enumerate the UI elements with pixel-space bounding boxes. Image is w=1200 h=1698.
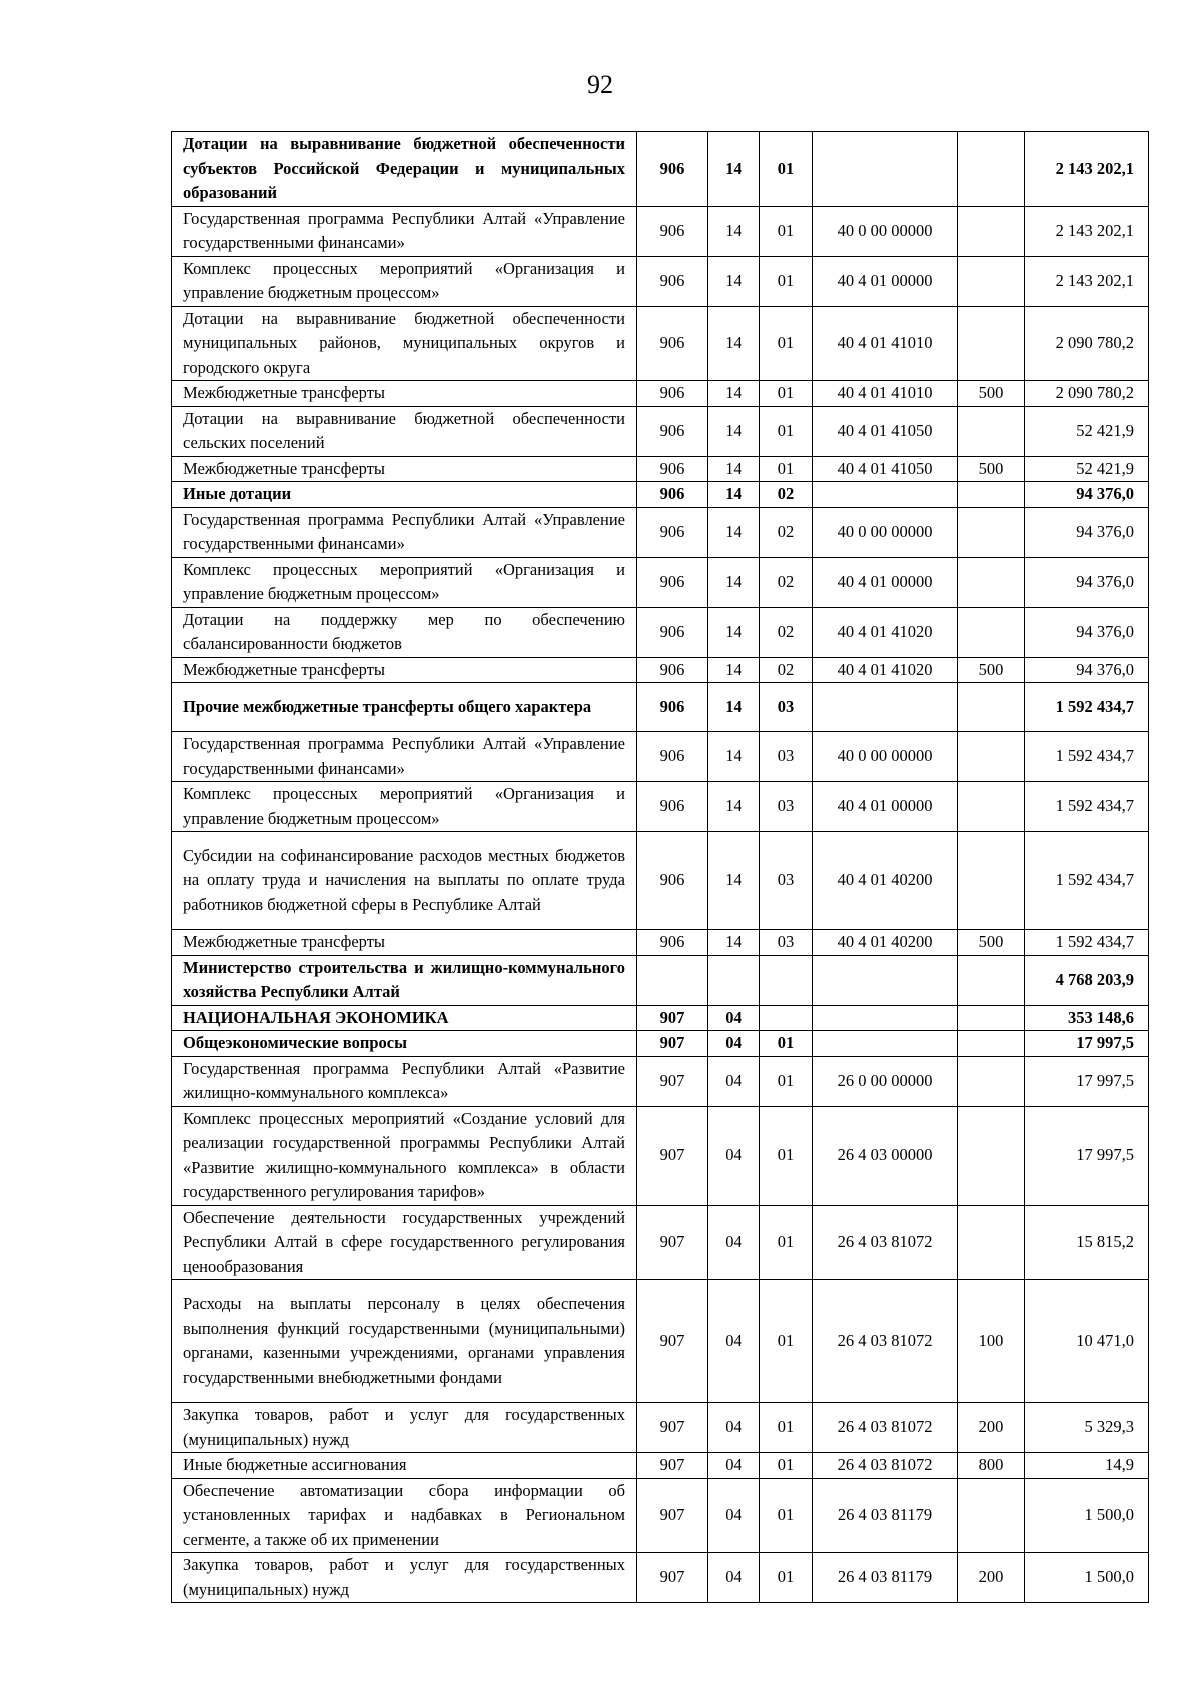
row-csr-code: 26 4 03 81179: [813, 1553, 958, 1603]
row-amount: 17 997,5: [1025, 1056, 1149, 1106]
row-csr-code: 40 4 01 40200: [813, 930, 958, 956]
row-vr-code: [958, 1478, 1025, 1553]
table-row: [172, 1553, 1149, 1603]
row-vr-code: 500: [958, 456, 1025, 482]
row-amount: 94 376,0: [1025, 482, 1149, 508]
row-gr-code: 907: [637, 1005, 708, 1031]
row-name: Межбюджетные трансферты: [172, 657, 637, 683]
row-rz-code: 04: [708, 1056, 760, 1106]
row-csr-code: 26 4 03 81072: [813, 1403, 958, 1453]
table-row: [172, 782, 1149, 832]
row-vr-code: 200: [958, 1403, 1025, 1453]
row-pr-code: 03: [760, 683, 813, 732]
row-rz-code: 04: [708, 1106, 760, 1205]
row-pr-code: 02: [760, 507, 813, 557]
row-gr-code: 906: [637, 657, 708, 683]
row-pr-code: 01: [760, 456, 813, 482]
row-vr-code: [958, 607, 1025, 657]
row-vr-code: 500: [958, 930, 1025, 956]
row-csr-code: 26 0 00 00000: [813, 1056, 958, 1106]
row-amount: 10 471,0: [1025, 1280, 1149, 1403]
row-name: Иные бюджетные ассигнования: [172, 1453, 637, 1479]
row-csr-code: [813, 955, 958, 1005]
row-vr-code: 200: [958, 1553, 1025, 1603]
row-amount: 1 592 434,7: [1025, 683, 1149, 732]
row-rz-code: 04: [708, 1403, 760, 1453]
row-vr-code: 500: [958, 657, 1025, 683]
table-row: [172, 732, 1149, 782]
table-row: [172, 1031, 1149, 1057]
row-gr-code: 907: [637, 1403, 708, 1453]
row-rz-code: 04: [708, 1453, 760, 1479]
row-csr-code: 40 4 01 41020: [813, 657, 958, 683]
table-row: [172, 1280, 1149, 1403]
row-rz-code: 04: [708, 1478, 760, 1553]
row-csr-code: 40 4 01 41010: [813, 381, 958, 407]
row-gr-code: 906: [637, 782, 708, 832]
row-pr-code: 01: [760, 1280, 813, 1403]
row-rz-code: 14: [708, 832, 760, 930]
row-gr-code: 906: [637, 132, 708, 207]
row-csr-code: 40 4 01 41010: [813, 306, 958, 381]
table-row: [172, 406, 1149, 456]
row-rz-code: 04: [708, 1031, 760, 1057]
row-rz-code: 04: [708, 1005, 760, 1031]
table-row: [172, 607, 1149, 657]
row-pr-code: 02: [760, 657, 813, 683]
row-rz-code: 14: [708, 732, 760, 782]
row-amount: 353 148,6: [1025, 1005, 1149, 1031]
row-rz-code: [708, 955, 760, 1005]
row-pr-code: 02: [760, 482, 813, 508]
row-pr-code: 01: [760, 1478, 813, 1553]
row-pr-code: 01: [760, 381, 813, 407]
row-rz-code: 14: [708, 306, 760, 381]
row-csr-code: 26 4 03 81179: [813, 1478, 958, 1553]
row-gr-code: 907: [637, 1056, 708, 1106]
row-name: Закупка товаров, работ и услуг для государственных (муниципальных) нужд: [172, 1553, 637, 1603]
row-pr-code: 03: [760, 930, 813, 956]
row-vr-code: 800: [958, 1453, 1025, 1479]
row-name: Дотации на поддержку мер по обеспечению сбалансированности бюджетов: [172, 607, 637, 657]
row-vr-code: [958, 557, 1025, 607]
table-row: [172, 381, 1149, 407]
row-amount: 1 592 434,7: [1025, 832, 1149, 930]
row-name: Государственная программа Республики Алтай «Развитие жилищно-коммунального комплекса»: [172, 1056, 637, 1106]
table-row: [172, 206, 1149, 256]
row-gr-code: 907: [637, 1553, 708, 1603]
row-pr-code: [760, 1005, 813, 1031]
row-name: Обеспечение деятельности государственных учреждений Республики Алтай в сфере государственного регулирования ценообразования: [172, 1205, 637, 1280]
budget-table: [171, 131, 1149, 1603]
table-row: [172, 557, 1149, 607]
table-row: [172, 482, 1149, 508]
row-name: Государственная программа Республики Алтай «Управление государственными финансами»: [172, 206, 637, 256]
row-amount: 14,9: [1025, 1453, 1149, 1479]
table-row: [172, 1403, 1149, 1453]
row-name: Расходы на выплаты персоналу в целях обеспечения выполнения функций государственными (муниципальными) органами, казенными учреждениями, органами управления государственными внебюджетными фондами: [172, 1280, 637, 1403]
row-gr-code: 906: [637, 683, 708, 732]
table-row: [172, 1205, 1149, 1280]
row-rz-code: 14: [708, 782, 760, 832]
row-csr-code: 40 4 01 40200: [813, 832, 958, 930]
row-gr-code: 906: [637, 482, 708, 508]
row-name: Иные дотации: [172, 482, 637, 508]
row-name: Прочие межбюджетные трансферты общего характера: [172, 683, 637, 732]
row-amount: 94 376,0: [1025, 607, 1149, 657]
row-csr-code: 40 4 01 00000: [813, 256, 958, 306]
row-amount: 52 421,9: [1025, 406, 1149, 456]
row-gr-code: 906: [637, 206, 708, 256]
table-row: [172, 456, 1149, 482]
row-csr-code: 40 4 01 00000: [813, 557, 958, 607]
row-vr-code: [958, 1031, 1025, 1057]
table-row: [172, 306, 1149, 381]
table-row: [172, 1056, 1149, 1106]
row-pr-code: 01: [760, 1106, 813, 1205]
row-pr-code: 01: [760, 1453, 813, 1479]
row-rz-code: 04: [708, 1553, 760, 1603]
table-row: [172, 683, 1149, 732]
row-csr-code: 26 4 03 81072: [813, 1453, 958, 1479]
row-csr-code: 40 0 00 00000: [813, 507, 958, 557]
row-gr-code: 907: [637, 1453, 708, 1479]
row-amount: 94 376,0: [1025, 557, 1149, 607]
row-gr-code: 906: [637, 507, 708, 557]
table-row: [172, 1453, 1149, 1479]
row-gr-code: 906: [637, 557, 708, 607]
row-name: Министерство строительства и жилищно-коммунального хозяйства Республики Алтай: [172, 955, 637, 1005]
row-gr-code: 907: [637, 1280, 708, 1403]
row-amount: 2 090 780,2: [1025, 381, 1149, 407]
row-pr-code: 01: [760, 1031, 813, 1057]
row-gr-code: 906: [637, 406, 708, 456]
row-rz-code: 14: [708, 206, 760, 256]
row-amount: 17 997,5: [1025, 1031, 1149, 1057]
row-amount: 17 997,5: [1025, 1106, 1149, 1205]
row-amount: 15 815,2: [1025, 1205, 1149, 1280]
row-csr-code: [813, 1005, 958, 1031]
row-rz-code: 14: [708, 456, 760, 482]
row-vr-code: [958, 1106, 1025, 1205]
row-gr-code: 906: [637, 930, 708, 956]
row-name: Дотации на выравнивание бюджетной обеспеченности сельских поселений: [172, 406, 637, 456]
row-gr-code: 906: [637, 306, 708, 381]
row-amount: 5 329,3: [1025, 1403, 1149, 1453]
row-vr-code: [958, 782, 1025, 832]
row-rz-code: 14: [708, 256, 760, 306]
row-csr-code: [813, 482, 958, 508]
row-gr-code: 907: [637, 1031, 708, 1057]
row-pr-code: 01: [760, 1403, 813, 1453]
row-csr-code: [813, 683, 958, 732]
row-name: Субсидии на софинансирование расходов местных бюджетов на оплату труда и начисления на выплаты по оплате труда работников бюджетной сферы в Республике Алтай: [172, 832, 637, 930]
row-name: Комплекс процессных мероприятий «Организация и управление бюджетным процессом»: [172, 557, 637, 607]
row-pr-code: [760, 955, 813, 1005]
row-name: Межбюджетные трансферты: [172, 930, 637, 956]
row-vr-code: [958, 482, 1025, 508]
row-gr-code: 906: [637, 381, 708, 407]
table-row: [172, 930, 1149, 956]
row-csr-code: 26 4 03 81072: [813, 1280, 958, 1403]
row-rz-code: 14: [708, 406, 760, 456]
row-vr-code: [958, 683, 1025, 732]
row-amount: 1 500,0: [1025, 1478, 1149, 1553]
row-amount: 2 143 202,1: [1025, 132, 1149, 207]
table-row: [172, 657, 1149, 683]
row-csr-code: 40 4 01 00000: [813, 782, 958, 832]
row-pr-code: 01: [760, 256, 813, 306]
row-gr-code: 907: [637, 1478, 708, 1553]
row-name: Закупка товаров, работ и услуг для государственных (муниципальных) нужд: [172, 1403, 637, 1453]
row-csr-code: [813, 132, 958, 207]
row-pr-code: 02: [760, 607, 813, 657]
row-gr-code: [637, 955, 708, 1005]
table-row: [172, 955, 1149, 1005]
row-rz-code: 14: [708, 607, 760, 657]
row-amount: 1 500,0: [1025, 1553, 1149, 1603]
row-pr-code: 03: [760, 782, 813, 832]
row-rz-code: 14: [708, 482, 760, 508]
row-amount: 94 376,0: [1025, 657, 1149, 683]
row-vr-code: [958, 732, 1025, 782]
row-rz-code: 14: [708, 657, 760, 683]
row-name: Общеэкономические вопросы: [172, 1031, 637, 1057]
row-csr-code: 40 4 01 41050: [813, 456, 958, 482]
row-rz-code: 14: [708, 132, 760, 207]
row-pr-code: 01: [760, 406, 813, 456]
row-name: Межбюджетные трансферты: [172, 456, 637, 482]
budget-table-body: [172, 132, 1149, 1603]
row-rz-code: 14: [708, 557, 760, 607]
row-vr-code: 100: [958, 1280, 1025, 1403]
row-csr-code: 40 4 01 41050: [813, 406, 958, 456]
table-row: [172, 1478, 1149, 1553]
row-pr-code: 01: [760, 1056, 813, 1106]
row-vr-code: [958, 256, 1025, 306]
row-csr-code: 26 4 03 81072: [813, 1205, 958, 1280]
row-pr-code: 01: [760, 132, 813, 207]
row-amount: 2 143 202,1: [1025, 206, 1149, 256]
row-pr-code: 02: [760, 557, 813, 607]
row-amount: 4 768 203,9: [1025, 955, 1149, 1005]
table-row: [172, 1005, 1149, 1031]
row-rz-code: 14: [708, 507, 760, 557]
row-name: Комплекс процессных мероприятий «Создание условий для реализации государственной программы Республики Алтай «Развитие жилищно-коммунального комплекса» в области государственного регулирования тарифов»: [172, 1106, 637, 1205]
row-rz-code: 04: [708, 1280, 760, 1403]
row-gr-code: 907: [637, 1205, 708, 1280]
row-pr-code: 01: [760, 1205, 813, 1280]
row-amount: 1 592 434,7: [1025, 930, 1149, 956]
row-rz-code: 14: [708, 930, 760, 956]
table-row: [172, 132, 1149, 207]
row-vr-code: [958, 406, 1025, 456]
row-vr-code: [958, 507, 1025, 557]
row-vr-code: [958, 132, 1025, 207]
row-pr-code: 03: [760, 732, 813, 782]
row-name: НАЦИОНАЛЬНАЯ ЭКОНОМИКА: [172, 1005, 637, 1031]
table-row: [172, 1106, 1149, 1205]
row-amount: 2 090 780,2: [1025, 306, 1149, 381]
table-row: [172, 507, 1149, 557]
row-vr-code: 500: [958, 381, 1025, 407]
row-csr-code: 40 0 00 00000: [813, 206, 958, 256]
row-name: Межбюджетные трансферты: [172, 381, 637, 407]
row-name: Комплекс процессных мероприятий «Организация и управление бюджетным процессом»: [172, 782, 637, 832]
table-row: [172, 832, 1149, 930]
row-name: Дотации на выравнивание бюджетной обеспеченности муниципальных районов, муниципальных округов и городского округа: [172, 306, 637, 381]
row-pr-code: 01: [760, 306, 813, 381]
row-rz-code: 14: [708, 683, 760, 732]
row-csr-code: 26 4 03 00000: [813, 1106, 958, 1205]
table-row: [172, 256, 1149, 306]
row-vr-code: [958, 306, 1025, 381]
row-vr-code: [958, 1005, 1025, 1031]
row-rz-code: 14: [708, 381, 760, 407]
row-gr-code: 906: [637, 456, 708, 482]
row-amount: 2 143 202,1: [1025, 256, 1149, 306]
row-csr-code: 40 0 00 00000: [813, 732, 958, 782]
row-csr-code: 40 4 01 41020: [813, 607, 958, 657]
row-rz-code: 04: [708, 1205, 760, 1280]
row-name: Государственная программа Республики Алтай «Управление государственными финансами»: [172, 507, 637, 557]
row-vr-code: [958, 206, 1025, 256]
row-pr-code: 03: [760, 832, 813, 930]
row-name: Государственная программа Республики Алтай «Управление государственными финансами»: [172, 732, 637, 782]
row-gr-code: 907: [637, 1106, 708, 1205]
row-amount: 1 592 434,7: [1025, 782, 1149, 832]
row-vr-code: [958, 1205, 1025, 1280]
row-csr-code: [813, 1031, 958, 1057]
row-amount: 52 421,9: [1025, 456, 1149, 482]
row-gr-code: 906: [637, 732, 708, 782]
row-pr-code: 01: [760, 1553, 813, 1603]
row-vr-code: [958, 955, 1025, 1005]
row-pr-code: 01: [760, 206, 813, 256]
row-name: Дотации на выравнивание бюджетной обеспеченности субъектов Российской Федерации и муниципальных образований: [172, 132, 637, 207]
row-gr-code: 906: [637, 607, 708, 657]
row-vr-code: [958, 832, 1025, 930]
row-name: Обеспечение автоматизации сбора информации об установленных тарифах и надбавках в Региональном сегменте, а также об их применении: [172, 1478, 637, 1553]
row-amount: 94 376,0: [1025, 507, 1149, 557]
row-gr-code: 906: [637, 832, 708, 930]
page-number: 92: [587, 70, 613, 99]
row-gr-code: 906: [637, 256, 708, 306]
row-amount: 1 592 434,7: [1025, 732, 1149, 782]
row-name: Комплекс процессных мероприятий «Организация и управление бюджетным процессом»: [172, 256, 637, 306]
row-vr-code: [958, 1056, 1025, 1106]
